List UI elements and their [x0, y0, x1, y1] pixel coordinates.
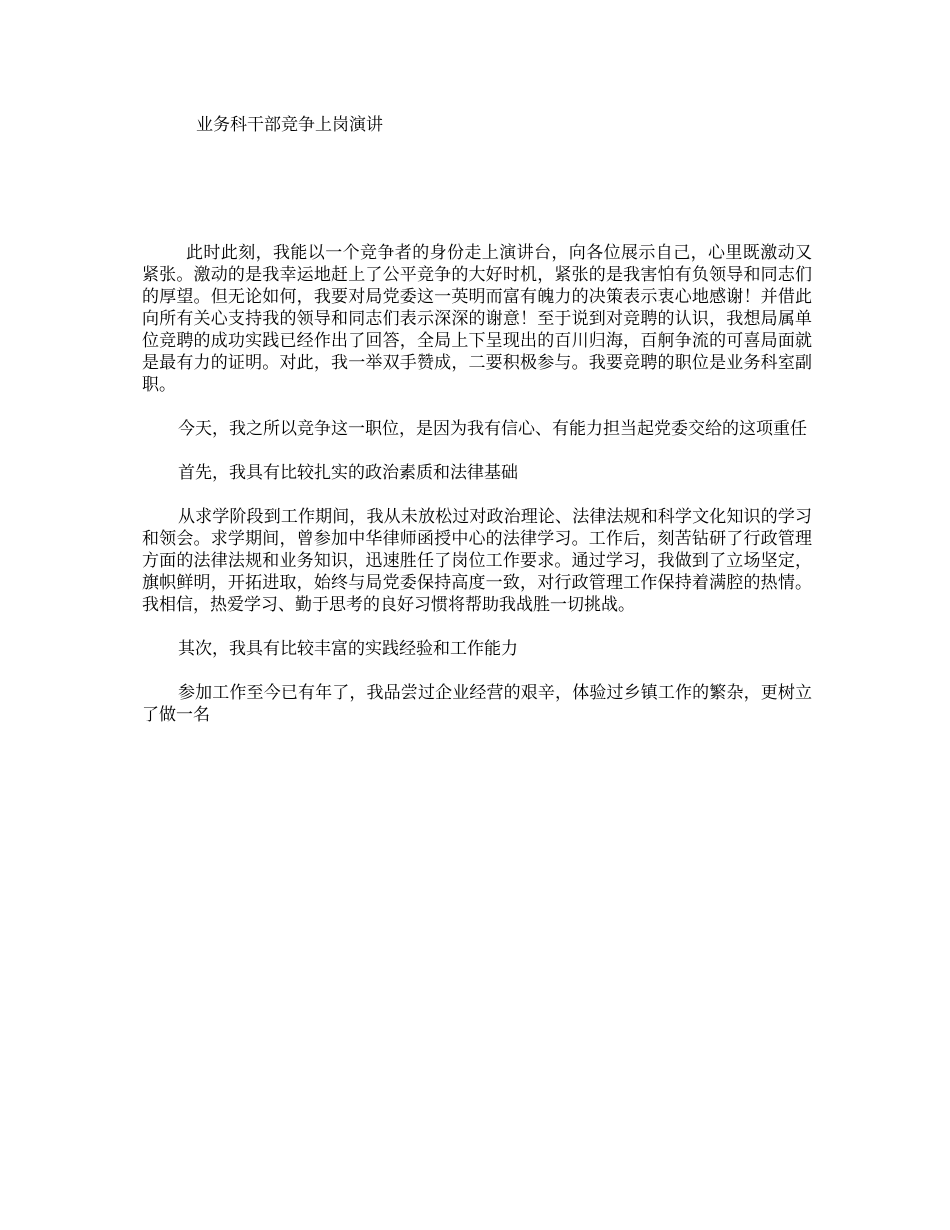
document-body: [142, 242, 812, 748]
paragraph-heading-first: 首先，我具有比较扎实的政治素质和法律基础: [178, 463, 518, 483]
document-title: 业务科干部竞争上岗演讲: [196, 115, 383, 135]
paragraph-experience: 参加工作至今已有年了，我品尝过企业经营的艰辛，体验过乡镇工作的繁杂，更树立了做一名: [142, 683, 812, 725]
paragraph-heading-second: 其次，我具有比较丰富的实践经验和工作能力: [178, 639, 518, 659]
paragraph-intro: 此时此刻，我能以一个竞争者的身份走上演讲台，向各位展示自己，心里既激动又紧张。激动的是我幸运地赶上了公平竞争的大好时机，紧张的是我害怕有负领导和同志们的厚望。但无论如何，我要对局党委这一英明而富有魄力的决策表示衷心地感谢！并借此向所有关心支持我的领导和同志们表示深深的谢意！至于说到对竞聘的认识，我想局属单位竞聘的成功实践已经作出了回答，全局上下呈现出的百川归海，百舸争流的可喜局面就是最有力的证明。对此，我一举双手赞成，二要积极参与。我要竞聘的职位是业务科室副职。: [142, 243, 812, 395]
paragraph-reason: 今天，我之所以竞争这一职位，是因为我有信心、有能力担当起党委交给的这项重任: [178, 419, 807, 439]
paragraph-study: 从求学阶段到工作期间，我从未放松过对政治理论、法律法规和科学文化知识的学习和领会。求学期间，曾参加中华律师函授中心的法律学习。工作后，刻苦钻研了行政管理方面的法律法规和业务知识，迅速胜任了岗位工作要求。通过学习，我做到了立场坚定，旗帜鲜明，开拓进取，始终与局党委保持高度一致，对行政管理工作保持着满腔的热情。我相信，热爱学习、勤于思考的良好习惯将帮助我战胜一切挑战。: [142, 507, 812, 615]
